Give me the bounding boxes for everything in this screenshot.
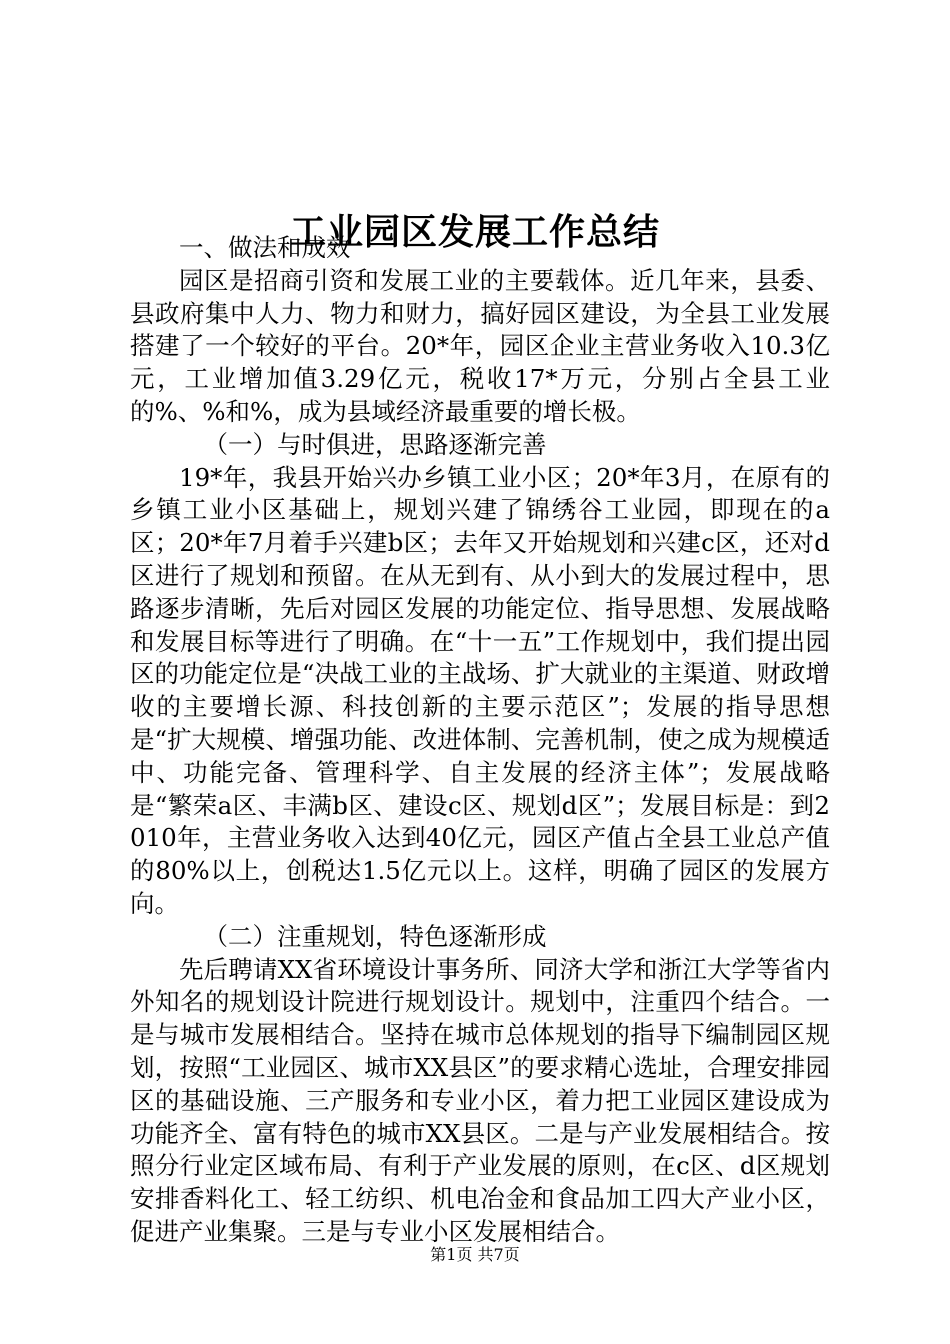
document-body [130,232,830,1249]
subsection-heading: （二）注重规划，特色逐渐形成 [203,921,547,951]
subsection-heading: （一）与时俱进，思路逐渐完善 [203,429,547,459]
document-title: 工业园区发展工作总结 [289,211,660,254]
body-paragraph: 园区是招商引资和发展工业的主要载体。近几年来，县委、县政府集中人力、物力和财力，搞好园区建设，为全县工业发展搭建了一个较好的平台。20*年，园区企业主营业务收入10.3亿元，工业增加值3.29亿元，税收17*万元，分别占全县工业的%、%和%，成为县域经济最重要的增长极。 [130,265,830,426]
body-paragraph: 19*年，我县开始兴办乡镇工业小区；20*年3月，在原有的乡镇工业小区基础上，规划兴建了锦绣谷工业园，即现在的a区；20*年7月着手兴建b区；去年又开始规划和兴建c区，还对d区进行了规划和预留。在从无到有、从小到大的发展过程中，思路逐步清晰，先后对园区发展的功能定位、指导思想、发展战略和发展目标等进行了明确。在“十一五”工作规划中，我们提出园区的功能定位是“决战工业的主战场、扩大就业的主渠道、财政增收的主要增长源、科技创新的主要示范区”；发展的指导思想是“扩大规模、增强功能、改进体制、完善机制，使之成为规模适中、功能完备、管理科学、自主发展的经济主体”；发展战略是“繁荣a区、丰满b区、建设c区、规划d区”；发展目标是：到2010年，主营业务收入达到40亿元，园区产值占全县工业总产值的80%以上，创税达1.5亿元以上。这样，明确了园区的发展方向。 [130,462,830,918]
section-heading: 一、做法和成效 [179,233,351,262]
body-paragraph: 先后聘请XX省环境设计事务所、同济大学和浙江大学等省内外知名的规划设计院进行规划设计。规划中，注重四个结合。一是与城市发展相结合。坚持在城市总体规划的指导下编制园区规划，按照“工业园区、城市XX县区”的要求精心选址，合理安排园区的基础设施、三产服务和专业小区，着力把工业园区建设成为功能齐全、富有特色的城市XX县区。二是与产业发展相结合。按照分行业定区域布局、有利于产业发展的原则，在c区、d区规划安排香料化工、轻工纺织、机电冶金和食品加工四大产业小区，促进产业集聚。三是与专业小区发展相结合。 [130,954,830,1246]
page-footer: 第1页 共7页 [430,1245,520,1264]
